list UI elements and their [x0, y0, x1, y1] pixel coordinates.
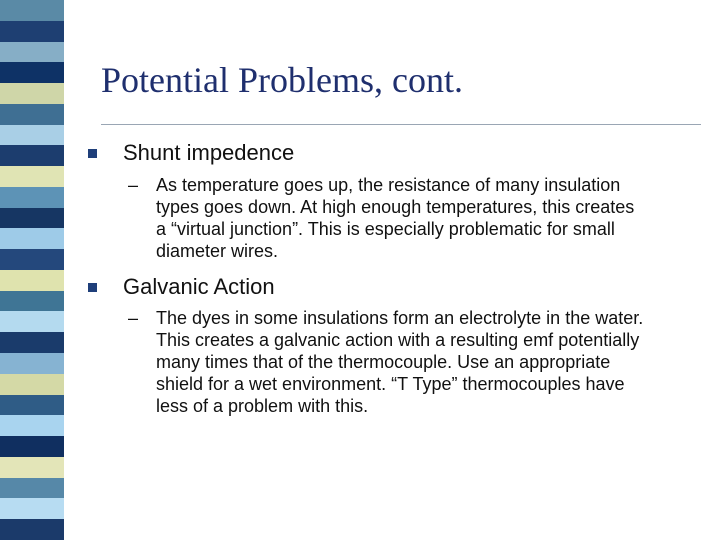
stripe-segment: [0, 311, 64, 332]
dash-icon: –: [128, 308, 139, 328]
sub-line: a “virtual junction”. This is especially problematic for small: [156, 219, 615, 239]
stripe-segment: [0, 270, 64, 291]
sub-line: less of a problem with this.: [156, 396, 369, 416]
stripe-segment: [0, 42, 64, 63]
bullet-square-icon: [88, 149, 97, 158]
title-divider: [101, 124, 701, 125]
stripe-segment: [0, 228, 64, 249]
stripe-segment: [0, 291, 64, 312]
sub-line: types goes down. At high enough temperatures, this creates: [156, 197, 635, 217]
sub-line: diameter wires.: [156, 241, 279, 261]
stripe-segment: [0, 415, 64, 436]
stripe-segment: [0, 519, 64, 540]
stripe-segment: [0, 353, 64, 374]
sub-line: The dyes in some insulations form an electrolyte in the water.: [156, 308, 644, 328]
sub-line: many times that of the thermocouple. Use an appropriate: [156, 352, 611, 372]
slide-title: Potential Problems, cont.: [101, 60, 463, 100]
sub-bullet-shunt-impedence: [128, 174, 703, 262]
bullet-text: Shunt impedence: [123, 140, 295, 165]
stripe-segment: [0, 436, 64, 457]
stripe-segment: [0, 395, 64, 416]
bullet-text: Galvanic Action: [123, 274, 275, 299]
stripe-segment: [0, 478, 64, 499]
sub-line: As temperature goes up, the resistance of many insulation: [156, 175, 621, 195]
bullet-square-icon: [88, 283, 97, 292]
bullet-galvanic-action: [88, 274, 698, 300]
stripe-segment: [0, 62, 64, 83]
stripe-segment: [0, 125, 64, 146]
stripe-segment: [0, 498, 64, 519]
sub-bullet-galvanic-action: [128, 307, 703, 417]
stripe-segment: [0, 332, 64, 353]
stripe-segment: [0, 457, 64, 478]
stripe-segment: [0, 374, 64, 395]
sub-bullet-text: [156, 307, 643, 417]
stripe-segment: [0, 166, 64, 187]
sub-line: shield for a wet environment. “T Type” thermocouples have: [156, 374, 625, 394]
stripe-segment: [0, 145, 64, 166]
bullet-shunt-impedence: [88, 140, 698, 166]
sub-bullet-text: [156, 174, 634, 262]
stripe-segment: [0, 208, 64, 229]
stripe-segment: [0, 83, 64, 104]
stripe-segment: [0, 249, 64, 270]
stripe-segment: [0, 0, 64, 21]
decorative-stripe-bar: [0, 0, 64, 540]
dash-icon: –: [128, 175, 139, 195]
stripe-segment: [0, 104, 64, 125]
stripe-segment: [0, 21, 64, 42]
sub-line: This creates a galvanic action with a resulting emf potentially: [156, 330, 640, 350]
stripe-segment: [0, 187, 64, 208]
